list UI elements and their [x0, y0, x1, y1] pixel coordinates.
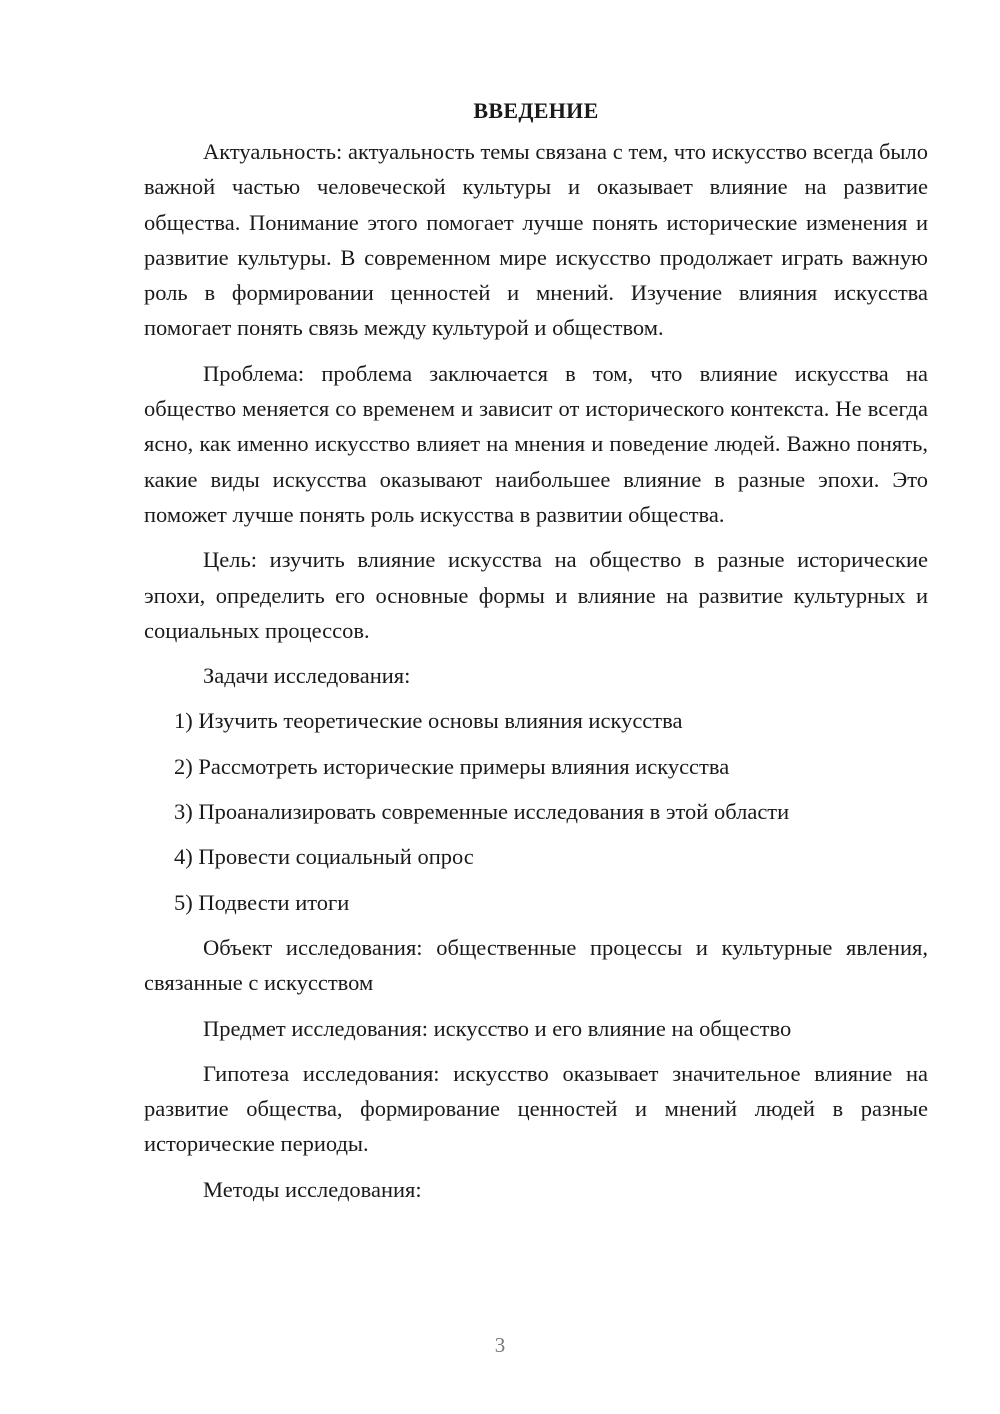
list-item: 1) Изучить теоретические основы влияния искусства	[174, 708, 683, 734]
page-number: 3	[494, 1333, 506, 1357]
paragraph-problem: Проблема: проблема заключается в том, что влияние искусства на общество меняется со временем и зависит от исторического контекста. Не всегда ясно, как именно искусство влияет на мнения и поведение людей. Важно понять, какие виды искусства оказывают наибольшее влияние в разные эпохи. Это поможет лучше понять роль искусства в развитии общества.	[144, 360, 928, 527]
paragraph-hypothesis: Гипотеза исследования: искусство оказывает значительное влияние на развитие общества, формирование ценностей и мнений людей в разные исторические периоды.	[144, 1060, 928, 1157]
paragraph-relevance: Актуальность: актуальность темы связана с тем, что искусство всегда было важной частью человеческой культуры и оказывает влияние на развитие общества. Понимание этого помогает лучше понять исторические изменения и развитие культуры. В современном мире искусство продолжает играть важную роль в формировании ценностей и мнений. Изучение влияния искусства помогает понять связь между культурой и обществом.	[144, 139, 928, 341]
list-item: 4) Провести социальный опрос	[174, 844, 474, 870]
section-title: ВВЕДЕНИЕ	[473, 98, 599, 123]
document-page	[144, 96, 928, 1217]
methods-heading: Методы исследования:	[203, 1176, 422, 1202]
paragraph-subject: Предмет исследования: искусство и его влияние на общество	[203, 1015, 792, 1041]
list-item: 2) Рассмотреть исторические примеры влияния искусства	[174, 753, 730, 779]
paragraph-object: Объект исследования: общественные процессы и культурные явления, связанные с искусством	[144, 934, 928, 996]
list-item: 3) Проанализировать современные исследования в этой области	[174, 799, 790, 825]
list-item: 5) Подвести итоги	[174, 889, 350, 915]
tasks-heading: Задачи исследования:	[203, 663, 411, 689]
paragraph-goal: Цель: изучить влияние искусства на общество в разные исторические эпохи, определить его основные формы и влияние на развитие культурных и социальных процессов.	[144, 547, 928, 643]
